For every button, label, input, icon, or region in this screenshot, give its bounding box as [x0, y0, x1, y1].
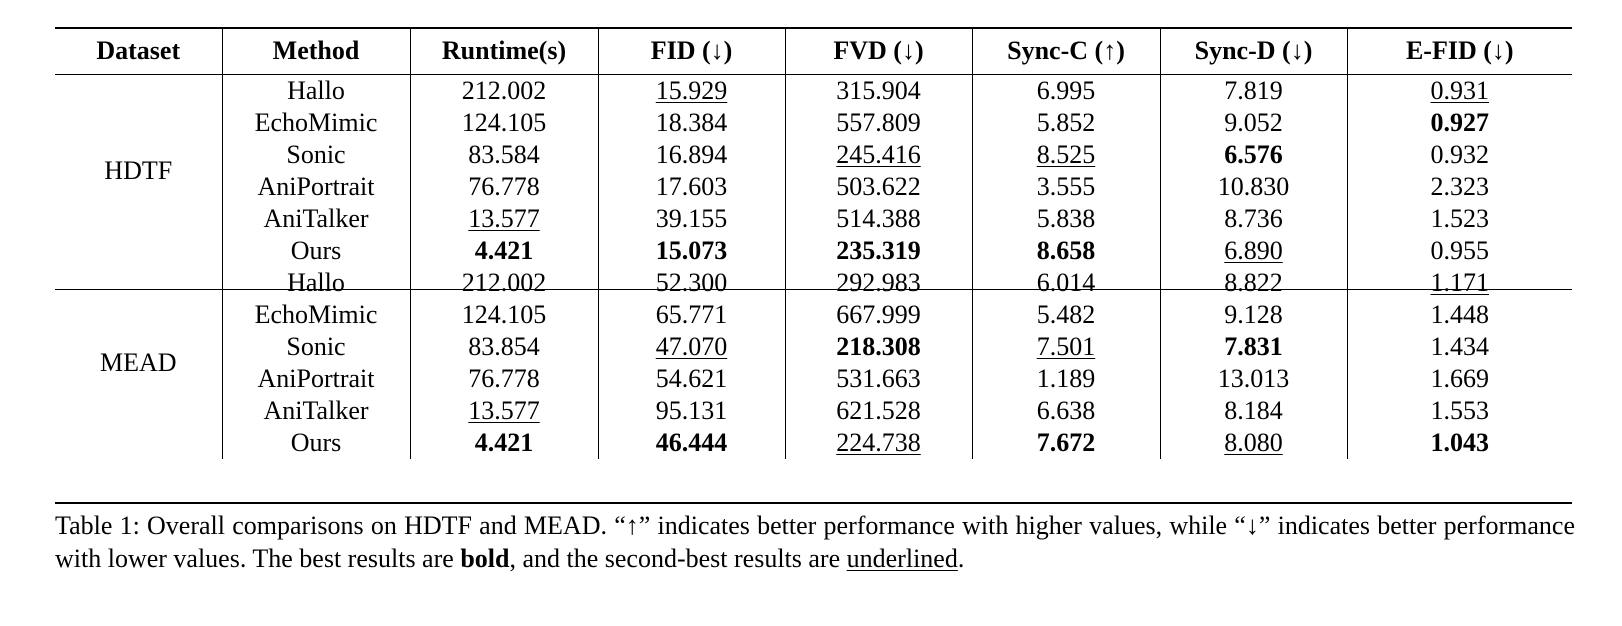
e-fid-cell: 0.927: [1347, 107, 1572, 139]
sync-d-cell: 8.184: [1160, 395, 1347, 427]
fvd-cell: 514.388: [785, 203, 972, 235]
sync-c-cell: 6.014: [972, 267, 1160, 299]
fvd-cell: 235.319: [785, 235, 972, 267]
sync-c-cell: 7.501: [1036, 332, 1096, 361]
sync-d-cell: 7.819: [1160, 75, 1347, 107]
fid-cell: 95.131: [598, 395, 785, 427]
table-row: [55, 427, 1572, 459]
e-fid-cell: 0.932: [1347, 139, 1572, 171]
table-row: [55, 235, 1572, 267]
fvd-cell: 503.622: [785, 171, 972, 203]
runtime-cell: 76.778: [410, 171, 598, 203]
caption-text-part2: , and the second-best results are: [509, 544, 847, 573]
method-cell: AniTalker: [222, 203, 410, 235]
table-row: [55, 171, 1572, 203]
fid-cell: 46.444: [598, 427, 785, 459]
sync-c-cell: 5.852: [972, 107, 1160, 139]
fvd-cell: 218.308: [785, 331, 972, 363]
sync-d-cell: 10.830: [1160, 171, 1347, 203]
method-cell: Hallo: [222, 267, 410, 299]
sync-c-cell: 5.482: [972, 299, 1160, 331]
runtime-cell: 83.854: [410, 331, 598, 363]
header-row: [55, 27, 1572, 75]
fid-cell: 16.894: [598, 139, 785, 171]
sync-d-cell: 6.576: [1160, 139, 1347, 171]
sync-d-cell: 8.822: [1160, 267, 1347, 299]
fid-cell: 15.929: [655, 76, 728, 105]
method-cell: Sonic: [222, 139, 410, 171]
sync-d-cell: 8.736: [1160, 203, 1347, 235]
fvd-cell: 557.809: [785, 107, 972, 139]
table-row: [55, 107, 1572, 139]
runtime-cell: 124.105: [410, 299, 598, 331]
header-method: Method: [222, 27, 410, 75]
sync-c-cell: 6.638: [972, 395, 1160, 427]
sync-d-cell: 13.013: [1160, 363, 1347, 395]
caption-text-part1: Table 1: Overall comparisons on HDTF and MEAD. “↑” indicates better performance with higher values, while “↓” indicates better performance with lower values. The best results are: [55, 511, 1575, 573]
fvd-cell: 531.663: [785, 363, 972, 395]
e-fid-cell: 1.448: [1347, 299, 1572, 331]
results-table: [55, 27, 1572, 459]
table-bottom-rule: [55, 502, 1572, 504]
table-row: [55, 139, 1572, 171]
table-row: [55, 75, 1572, 107]
table-row: [55, 299, 1572, 331]
method-cell: EchoMimic: [222, 299, 410, 331]
fid-cell: 47.070: [655, 332, 728, 361]
sync-c-cell: 8.658: [972, 235, 1160, 267]
runtime-cell: 4.421: [410, 427, 598, 459]
e-fid-cell: 1.669: [1347, 363, 1572, 395]
fvd-cell: 224.738: [836, 428, 921, 457]
method-cell: Ours: [222, 427, 410, 459]
e-fid-cell: 1.523: [1347, 203, 1572, 235]
fid-cell: 15.073: [598, 235, 785, 267]
fid-cell: 65.771: [598, 299, 785, 331]
caption-bold-word: bold: [460, 544, 510, 573]
sync-c-cell: 7.672: [972, 427, 1160, 459]
fvd-cell: 667.999: [785, 299, 972, 331]
sync-d-cell: 8.080: [1224, 428, 1283, 457]
method-cell: EchoMimic: [222, 107, 410, 139]
fid-cell: 17.603: [598, 171, 785, 203]
header-fid: FID (↓): [598, 27, 785, 75]
e-fid-cell: 0.931: [1430, 76, 1489, 105]
sync-d-cell: 6.890: [1224, 236, 1283, 265]
runtime-cell: 83.584: [410, 139, 598, 171]
group-hdtf: [55, 75, 1572, 267]
fid-cell: 39.155: [598, 203, 785, 235]
method-cell: Sonic: [222, 331, 410, 363]
e-fid-cell: 1.171: [1430, 268, 1489, 297]
sync-d-cell: 7.831: [1160, 331, 1347, 363]
caption-underline-word: underlined: [846, 544, 958, 573]
e-fid-cell: 2.323: [1347, 171, 1572, 203]
group-mead: [55, 267, 1572, 459]
method-cell: AniPortrait: [222, 363, 410, 395]
sync-c-cell: 3.555: [972, 171, 1160, 203]
fvd-cell: 245.416: [836, 140, 921, 169]
runtime-cell: 212.002: [410, 267, 598, 299]
fid-cell: 52.300: [598, 267, 785, 299]
sync-c-cell: 6.995: [972, 75, 1160, 107]
table-row: [55, 331, 1572, 363]
fid-cell: 54.621: [598, 363, 785, 395]
e-fid-cell: 0.955: [1347, 235, 1572, 267]
sync-c-cell: 8.525: [1036, 140, 1096, 169]
table-caption: [55, 509, 1575, 575]
dataset-label-hdtf: HDTF: [104, 156, 173, 185]
method-cell: Ours: [222, 235, 410, 267]
header-dataset: Dataset: [96, 36, 181, 65]
runtime-cell: 76.778: [410, 363, 598, 395]
table-row: [55, 363, 1572, 395]
e-fid-cell: 1.043: [1347, 427, 1572, 459]
runtime-cell: 212.002: [410, 75, 598, 107]
fvd-cell: 315.904: [785, 75, 972, 107]
table-row: [55, 203, 1572, 235]
fvd-cell: 292.983: [785, 267, 972, 299]
sync-c-cell: 1.189: [972, 363, 1160, 395]
runtime-cell: 124.105: [410, 107, 598, 139]
header-runtime: Runtime(s): [410, 27, 598, 75]
method-cell: Hallo: [222, 75, 410, 107]
runtime-cell: 13.577: [468, 204, 540, 233]
caption-text-part3: .: [957, 544, 965, 573]
sync-d-cell: 9.128: [1160, 299, 1347, 331]
header-fvd: FVD (↓): [785, 27, 972, 75]
header-e-fid: E-FID (↓): [1347, 27, 1572, 75]
table-row: [55, 267, 1572, 299]
fvd-cell: 621.528: [785, 395, 972, 427]
sync-c-cell: 5.838: [972, 203, 1160, 235]
header-sync-c: Sync-C (↑): [972, 27, 1160, 75]
table-row: [55, 395, 1572, 427]
method-cell: AniPortrait: [222, 171, 410, 203]
e-fid-cell: 1.553: [1347, 395, 1572, 427]
runtime-cell: 13.577: [468, 396, 540, 425]
header-sync-d: Sync-D (↓): [1160, 27, 1347, 75]
method-cell: AniTalker: [222, 395, 410, 427]
fid-cell: 18.384: [598, 107, 785, 139]
dataset-label-mead: MEAD: [99, 348, 177, 377]
sync-d-cell: 9.052: [1160, 107, 1347, 139]
e-fid-cell: 1.434: [1347, 331, 1572, 363]
runtime-cell: 4.421: [410, 235, 598, 267]
